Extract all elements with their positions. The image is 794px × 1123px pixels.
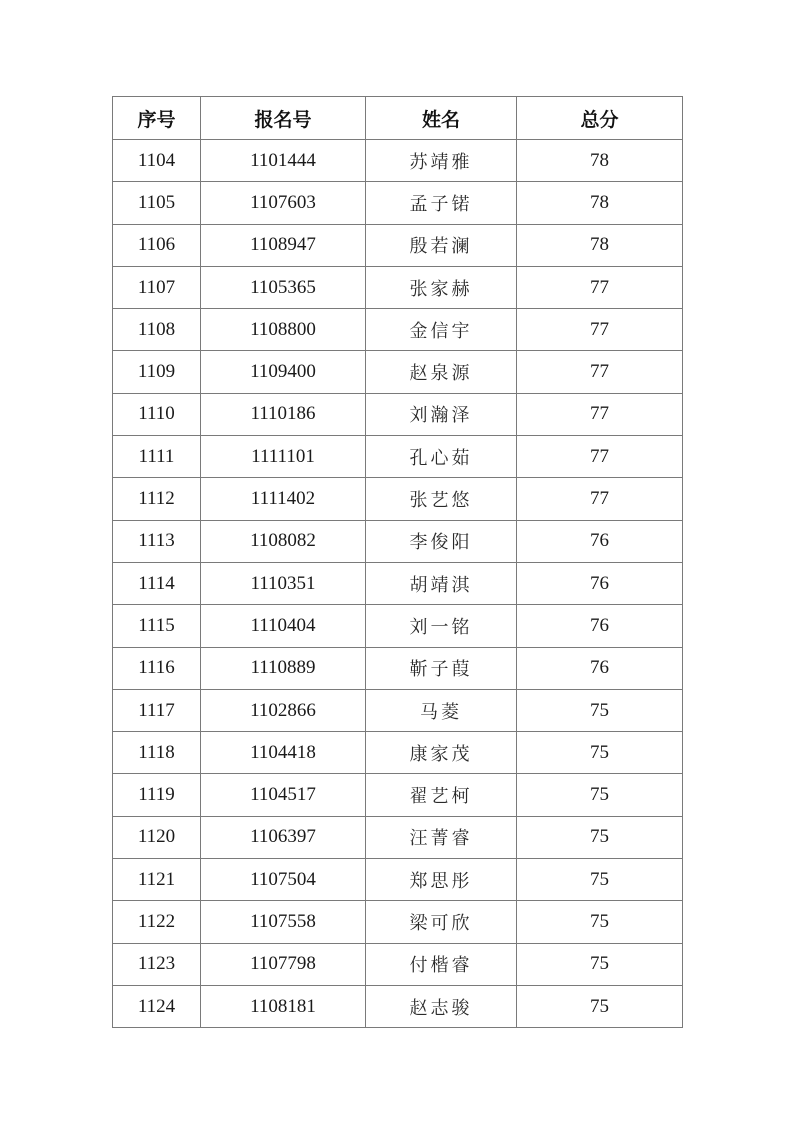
cell-seq: 1104 — [113, 140, 201, 182]
cell-seq: 1111 — [113, 436, 201, 478]
table-body — [113, 140, 683, 1028]
cell-reg-no: 1110404 — [201, 605, 366, 647]
cell-reg-no: 1107603 — [201, 182, 366, 224]
cell-seq: 1110 — [113, 393, 201, 435]
cell-score: 76 — [517, 647, 683, 689]
header-reg-no: 报名号 — [201, 97, 366, 140]
cell-score: 78 — [517, 140, 683, 182]
table-row — [113, 647, 683, 689]
cell-seq: 1123 — [113, 943, 201, 985]
cell-reg-no: 1101444 — [201, 140, 366, 182]
cell-name: 刘一铭 — [366, 605, 517, 647]
cell-reg-no: 1106397 — [201, 816, 366, 858]
cell-name: 付楷睿 — [366, 943, 517, 985]
cell-reg-no: 1107504 — [201, 859, 366, 901]
cell-score: 76 — [517, 562, 683, 604]
cell-seq: 1115 — [113, 605, 201, 647]
cell-seq: 1121 — [113, 859, 201, 901]
cell-seq: 1118 — [113, 732, 201, 774]
cell-score: 75 — [517, 689, 683, 731]
table-row — [113, 140, 683, 182]
cell-score: 75 — [517, 901, 683, 943]
cell-seq: 1122 — [113, 901, 201, 943]
cell-seq: 1108 — [113, 309, 201, 351]
table-row — [113, 774, 683, 816]
header-score: 总分 — [517, 97, 683, 140]
cell-score: 77 — [517, 309, 683, 351]
cell-score: 78 — [517, 224, 683, 266]
cell-seq: 1107 — [113, 266, 201, 308]
cell-name: 孔心茹 — [366, 436, 517, 478]
cell-score: 77 — [517, 351, 683, 393]
cell-name: 苏靖雅 — [366, 140, 517, 182]
table-row — [113, 816, 683, 858]
table-row — [113, 224, 683, 266]
cell-reg-no: 1104517 — [201, 774, 366, 816]
cell-seq: 1114 — [113, 562, 201, 604]
cell-reg-no: 1111101 — [201, 436, 366, 478]
cell-reg-no: 1104418 — [201, 732, 366, 774]
cell-reg-no: 1107798 — [201, 943, 366, 985]
header-row — [113, 97, 683, 140]
cell-name: 赵志骏 — [366, 985, 517, 1027]
cell-seq: 1112 — [113, 478, 201, 520]
cell-name: 刘瀚泽 — [366, 393, 517, 435]
cell-score: 75 — [517, 859, 683, 901]
cell-name: 李俊阳 — [366, 520, 517, 562]
cell-score: 77 — [517, 436, 683, 478]
table-row — [113, 901, 683, 943]
cell-reg-no: 1108082 — [201, 520, 366, 562]
cell-name: 张家赫 — [366, 266, 517, 308]
cell-seq: 1106 — [113, 224, 201, 266]
table-row — [113, 351, 683, 393]
table-row — [113, 436, 683, 478]
cell-score: 77 — [517, 266, 683, 308]
table-row — [113, 393, 683, 435]
cell-reg-no: 1111402 — [201, 478, 366, 520]
cell-seq: 1116 — [113, 647, 201, 689]
cell-reg-no: 1108947 — [201, 224, 366, 266]
table-row — [113, 943, 683, 985]
cell-reg-no: 1109400 — [201, 351, 366, 393]
table-row — [113, 732, 683, 774]
table-row — [113, 859, 683, 901]
cell-name: 殷若澜 — [366, 224, 517, 266]
cell-name: 张艺悠 — [366, 478, 517, 520]
cell-name: 康家茂 — [366, 732, 517, 774]
cell-name: 靳子葭 — [366, 647, 517, 689]
cell-score: 75 — [517, 943, 683, 985]
cell-seq: 1113 — [113, 520, 201, 562]
cell-reg-no: 1110186 — [201, 393, 366, 435]
cell-name: 赵泉源 — [366, 351, 517, 393]
table-row — [113, 478, 683, 520]
cell-reg-no: 1108800 — [201, 309, 366, 351]
cell-reg-no: 1108181 — [201, 985, 366, 1027]
cell-name: 马菱 — [366, 689, 517, 731]
cell-name: 梁可欣 — [366, 901, 517, 943]
table-row — [113, 266, 683, 308]
cell-score: 77 — [517, 478, 683, 520]
cell-name: 金信宇 — [366, 309, 517, 351]
cell-name: 孟子锘 — [366, 182, 517, 224]
cell-seq: 1119 — [113, 774, 201, 816]
header-name: 姓名 — [366, 97, 517, 140]
cell-reg-no: 1105365 — [201, 266, 366, 308]
cell-score: 75 — [517, 774, 683, 816]
cell-name: 汪菁睿 — [366, 816, 517, 858]
cell-score: 76 — [517, 605, 683, 647]
cell-seq: 1120 — [113, 816, 201, 858]
cell-name: 郑思彤 — [366, 859, 517, 901]
table-row — [113, 689, 683, 731]
cell-score: 75 — [517, 985, 683, 1027]
cell-score: 75 — [517, 732, 683, 774]
cell-score: 78 — [517, 182, 683, 224]
table-header — [113, 97, 683, 140]
cell-reg-no: 1110889 — [201, 647, 366, 689]
table-row — [113, 309, 683, 351]
cell-reg-no: 1102866 — [201, 689, 366, 731]
cell-score: 77 — [517, 393, 683, 435]
cell-seq: 1109 — [113, 351, 201, 393]
table-row — [113, 605, 683, 647]
cell-name: 翟艺柯 — [366, 774, 517, 816]
cell-seq: 1124 — [113, 985, 201, 1027]
cell-seq: 1105 — [113, 182, 201, 224]
cell-name: 胡靖淇 — [366, 562, 517, 604]
table-row — [113, 562, 683, 604]
table-row — [113, 985, 683, 1027]
cell-score: 75 — [517, 816, 683, 858]
cell-reg-no: 1110351 — [201, 562, 366, 604]
table-row — [113, 520, 683, 562]
score-table — [112, 96, 683, 1028]
cell-score: 76 — [517, 520, 683, 562]
cell-reg-no: 1107558 — [201, 901, 366, 943]
header-seq: 序号 — [113, 97, 201, 140]
cell-seq: 1117 — [113, 689, 201, 731]
table-row — [113, 182, 683, 224]
